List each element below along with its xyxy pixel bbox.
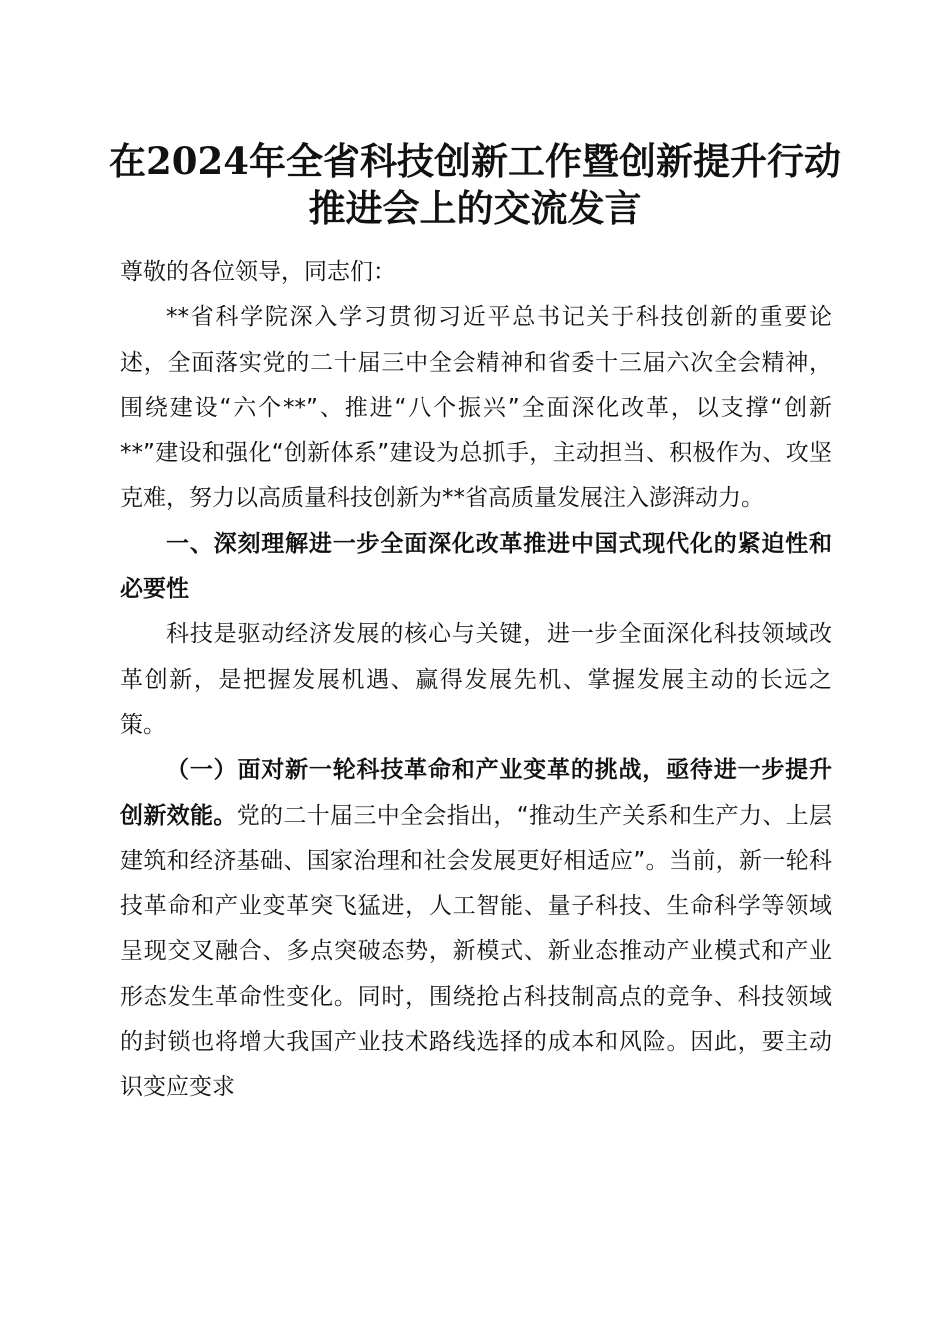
document-body bbox=[120, 250, 832, 1111]
section-heading-1: 一、深刻理解进一步全面深化改革推进中国式现代化的紧迫性和必要性 bbox=[120, 530, 832, 603]
paragraph-science-tech: 科技是驱动经济发展的核心与关键，进一步全面深化科技领域改革创新，是把握发展机遇、赢得发展先机、掌握发展主动的长远之策。 bbox=[120, 621, 832, 738]
salutation: 尊敬的各位领导，同志们： bbox=[120, 259, 396, 285]
subsection-body-1: 党的二十届三中全会指出，“推动生产关系和生产力、上层建筑和经济基础、国家治理和社会发展更好相适应”。当前，新一轮科技革命和产业变革突飞猛进，人工智能、量子科技、生命科学等领域呈现交叉融合、多点突破态势，新模式、新业态推动产业模式和产业形态发生革命性变化。同时，围绕抢占科技制高点的竞争、科技领域的封锁也将增大我国产业技术路线选择的成本和风险。因此，要主动识变应变求 bbox=[120, 802, 833, 1101]
subsection-lead-1: （一）面对新一轮科技革命和产业变革的挑战，亟待进一步提升创新效能。 bbox=[120, 757, 832, 829]
document-title-line-1: 在2024年全省科技创新工作暨创新提升行动 bbox=[109, 139, 841, 183]
paragraph-intro: **省科学院深入学习贯彻习近平总书记关于科技创新的重要论述，全面落实党的二十届三中全会精神和省委十三届六次全会精神，围绕建设“六个**”、推进“八个振兴”全面深化改革，以支撑“创新**”建设和强化“创新体系”建设为总抓手，主动担当、积极作为、攻坚克难，努力以高质量科技创新为**省高质量发展注入澎湃动力。 bbox=[120, 304, 832, 512]
document-title-line-2: 推进会上的交流发言 bbox=[308, 186, 642, 230]
paragraph-subsection-1 bbox=[120, 748, 832, 1110]
